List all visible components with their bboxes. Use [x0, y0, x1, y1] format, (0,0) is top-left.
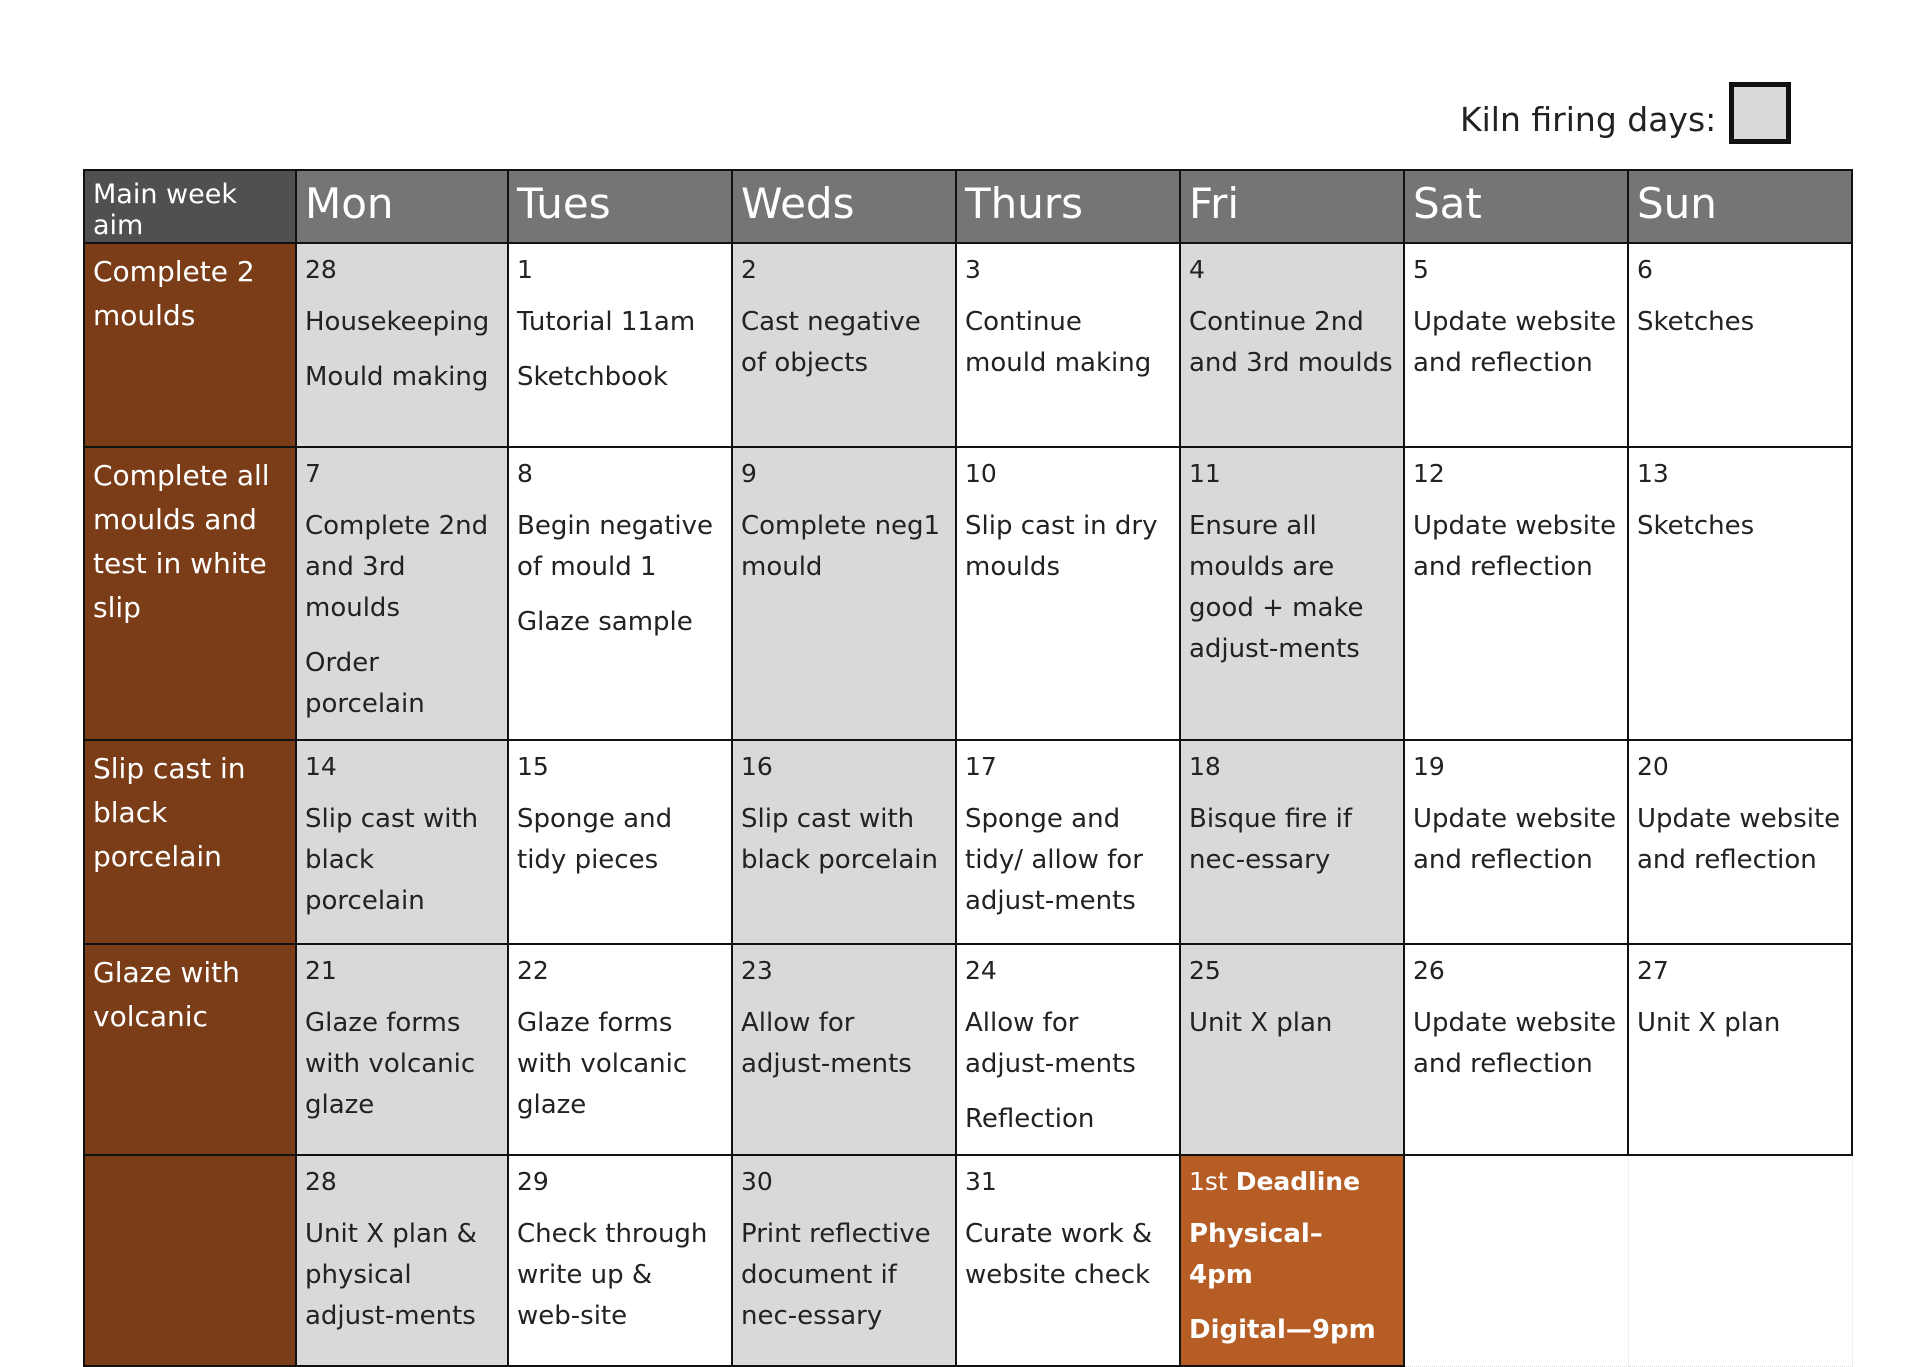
day-cell: [732, 740, 956, 944]
header-day-sun: Sun: [1628, 170, 1852, 243]
day-cell: [1404, 447, 1628, 740]
day-cell: [296, 944, 508, 1155]
day-task: Update website and reflection: [1413, 511, 1617, 582]
day-task: Unit X plan & physical adjust-ments: [305, 1219, 477, 1331]
day-cell: [296, 243, 508, 447]
week-aim: Complete all moulds and test in white slip: [84, 447, 296, 740]
day-number: 16: [741, 752, 773, 781]
day-number: 20: [1637, 752, 1669, 781]
day-number: 3: [965, 255, 981, 284]
week-aim: Slip cast in black porcelain: [84, 740, 296, 944]
week-row: [84, 1155, 1852, 1366]
day-number: 24: [965, 956, 997, 985]
day-number-deadline: [1189, 1164, 1395, 1200]
day-number: 7: [305, 459, 321, 488]
day-task: Begin negative of mould 1: [517, 511, 714, 582]
day-number: 17: [965, 752, 997, 781]
day-task: Continue mould making: [965, 307, 1152, 378]
day-task: Order porcelain: [305, 648, 425, 719]
day-number: 1: [517, 255, 533, 284]
day-cell: [1404, 944, 1628, 1155]
day-number: 28: [305, 1167, 337, 1196]
day-number: 12: [1413, 459, 1445, 488]
day-number: 23: [741, 956, 773, 985]
day-number: 15: [517, 752, 549, 781]
day-cell: [296, 1155, 508, 1366]
day-cell: [508, 944, 732, 1155]
day-cell: [1404, 740, 1628, 944]
day-cell: [956, 243, 1180, 447]
day-number: 29: [517, 1167, 549, 1196]
day-cell: [1404, 243, 1628, 447]
day-task: Glaze forms with volcanic glaze: [517, 1008, 688, 1120]
header-row: [84, 170, 1852, 243]
day-number: 21: [305, 956, 337, 985]
day-cell: [956, 944, 1180, 1155]
week-aim: Glaze with volcanic: [84, 944, 296, 1155]
day-number: 19: [1413, 752, 1445, 781]
day-cell: [732, 1155, 956, 1366]
week-row: [84, 243, 1852, 447]
day-cell: [508, 740, 732, 944]
header-main-week-aim: Main week aim: [84, 170, 296, 243]
day-task: Mould making: [305, 362, 489, 392]
day-task: Reflection: [965, 1104, 1095, 1134]
day-number: 27: [1637, 956, 1669, 985]
day-number: 9: [741, 459, 757, 488]
day-number: 8: [517, 459, 533, 488]
week-row: [84, 447, 1852, 740]
day-cell: [1628, 243, 1852, 447]
day-number: 1st: [1189, 1167, 1228, 1196]
day-cell: [1180, 740, 1404, 944]
day-task: Allow for adjust-ments: [965, 1008, 1136, 1079]
header-day-tues: Tues: [508, 170, 732, 243]
weekly-calendar: [83, 169, 1853, 1367]
day-task: Sponge and tidy/ allow for adjust-ments: [965, 804, 1143, 916]
day-task: Unit X plan: [1637, 1008, 1781, 1038]
day-task: Cast negative of objects: [741, 307, 921, 378]
kiln-legend-swatch: [1729, 82, 1791, 144]
day-task: Update website and reflection: [1637, 804, 1841, 875]
day-task: Allow for adjust-ments: [741, 1008, 912, 1079]
day-number: 28: [305, 255, 337, 284]
day-task: Slip cast with black porcelain: [305, 804, 479, 916]
day-task: Update website and reflection: [1413, 804, 1617, 875]
header-day-sat: Sat: [1404, 170, 1628, 243]
day-cell: [732, 447, 956, 740]
day-cell: [956, 740, 1180, 944]
day-number: 5: [1413, 255, 1429, 284]
day-task: Continue 2nd and 3rd moulds: [1189, 307, 1393, 378]
day-cell: [956, 1155, 1180, 1366]
day-cell: [1180, 944, 1404, 1155]
day-cell: [732, 243, 956, 447]
day-task: Unit X plan: [1189, 1008, 1333, 1038]
day-task: Update website and reflection: [1413, 1008, 1617, 1079]
day-cell: [508, 1155, 732, 1366]
day-cell: [956, 447, 1180, 740]
deadline-cell: [1180, 1155, 1404, 1366]
empty-cell: [1628, 1155, 1852, 1366]
day-task: Slip cast in dry moulds: [965, 511, 1158, 582]
day-task: Complete neg1 mould: [741, 511, 941, 582]
day-task: Glaze forms with volcanic glaze: [305, 1008, 476, 1120]
day-number: 31: [965, 1167, 997, 1196]
day-cell: [508, 243, 732, 447]
day-task: Check through write up & web-site: [517, 1219, 708, 1331]
day-task: Update website and reflection: [1413, 307, 1617, 378]
week-row: [84, 944, 1852, 1155]
day-number: 2: [741, 255, 757, 284]
day-task: Ensure all moulds are good + make adjust-ments: [1189, 511, 1364, 664]
day-task: Glaze sample: [517, 607, 693, 637]
header-day-thurs: Thurs: [956, 170, 1180, 243]
day-cell: [296, 740, 508, 944]
week-row: [84, 740, 1852, 944]
day-number: 14: [305, 752, 337, 781]
day-number: 25: [1189, 956, 1221, 985]
day-number: 13: [1637, 459, 1669, 488]
header-day-fri: Fri: [1180, 170, 1404, 243]
day-task: Sketches: [1637, 307, 1755, 337]
day-number: 18: [1189, 752, 1221, 781]
day-cell: [1180, 447, 1404, 740]
day-number: 22: [517, 956, 549, 985]
day-number: 26: [1413, 956, 1445, 985]
day-task: Slip cast with black porcelain: [741, 804, 938, 875]
week-aim: [84, 1155, 296, 1366]
day-task: Tutorial 11am: [517, 307, 696, 337]
day-cell: [1628, 944, 1852, 1155]
day-cell: [732, 944, 956, 1155]
day-cell: [1628, 740, 1852, 944]
day-cell: [296, 447, 508, 740]
day-task: Sketchbook: [517, 362, 668, 392]
day-number: 11: [1189, 459, 1221, 488]
deadline-physical: Physical– 4pm: [1189, 1219, 1323, 1290]
day-task: Sketches: [1637, 511, 1755, 541]
kiln-legend-label: Kiln firing days:: [1460, 100, 1717, 139]
day-task: Sponge and tidy pieces: [517, 804, 673, 875]
day-cell: [508, 447, 732, 740]
day-task: Curate work & website check: [965, 1219, 1153, 1290]
header-day-weds: Weds: [732, 170, 956, 243]
empty-cell: [1404, 1155, 1628, 1366]
day-task: Bisque fire if nec-essary: [1189, 804, 1352, 875]
day-cell: [1628, 447, 1852, 740]
day-number: 6: [1637, 255, 1653, 284]
header-day-mon: Mon: [296, 170, 508, 243]
day-number: 30: [741, 1167, 773, 1196]
day-task: Print reflective document if nec-essary: [741, 1219, 931, 1331]
week-aim: Complete 2 moulds: [84, 243, 296, 447]
day-number: 4: [1189, 255, 1205, 284]
kiln-legend: [1440, 82, 1796, 154]
day-task: Housekeeping: [305, 307, 490, 337]
deadline-digital: Digital—9pm: [1189, 1315, 1376, 1345]
day-cell: [1180, 243, 1404, 447]
day-task: Complete 2nd and 3rd moulds: [305, 511, 489, 623]
deadline-label: Deadline: [1235, 1167, 1361, 1196]
day-number: 10: [965, 459, 997, 488]
